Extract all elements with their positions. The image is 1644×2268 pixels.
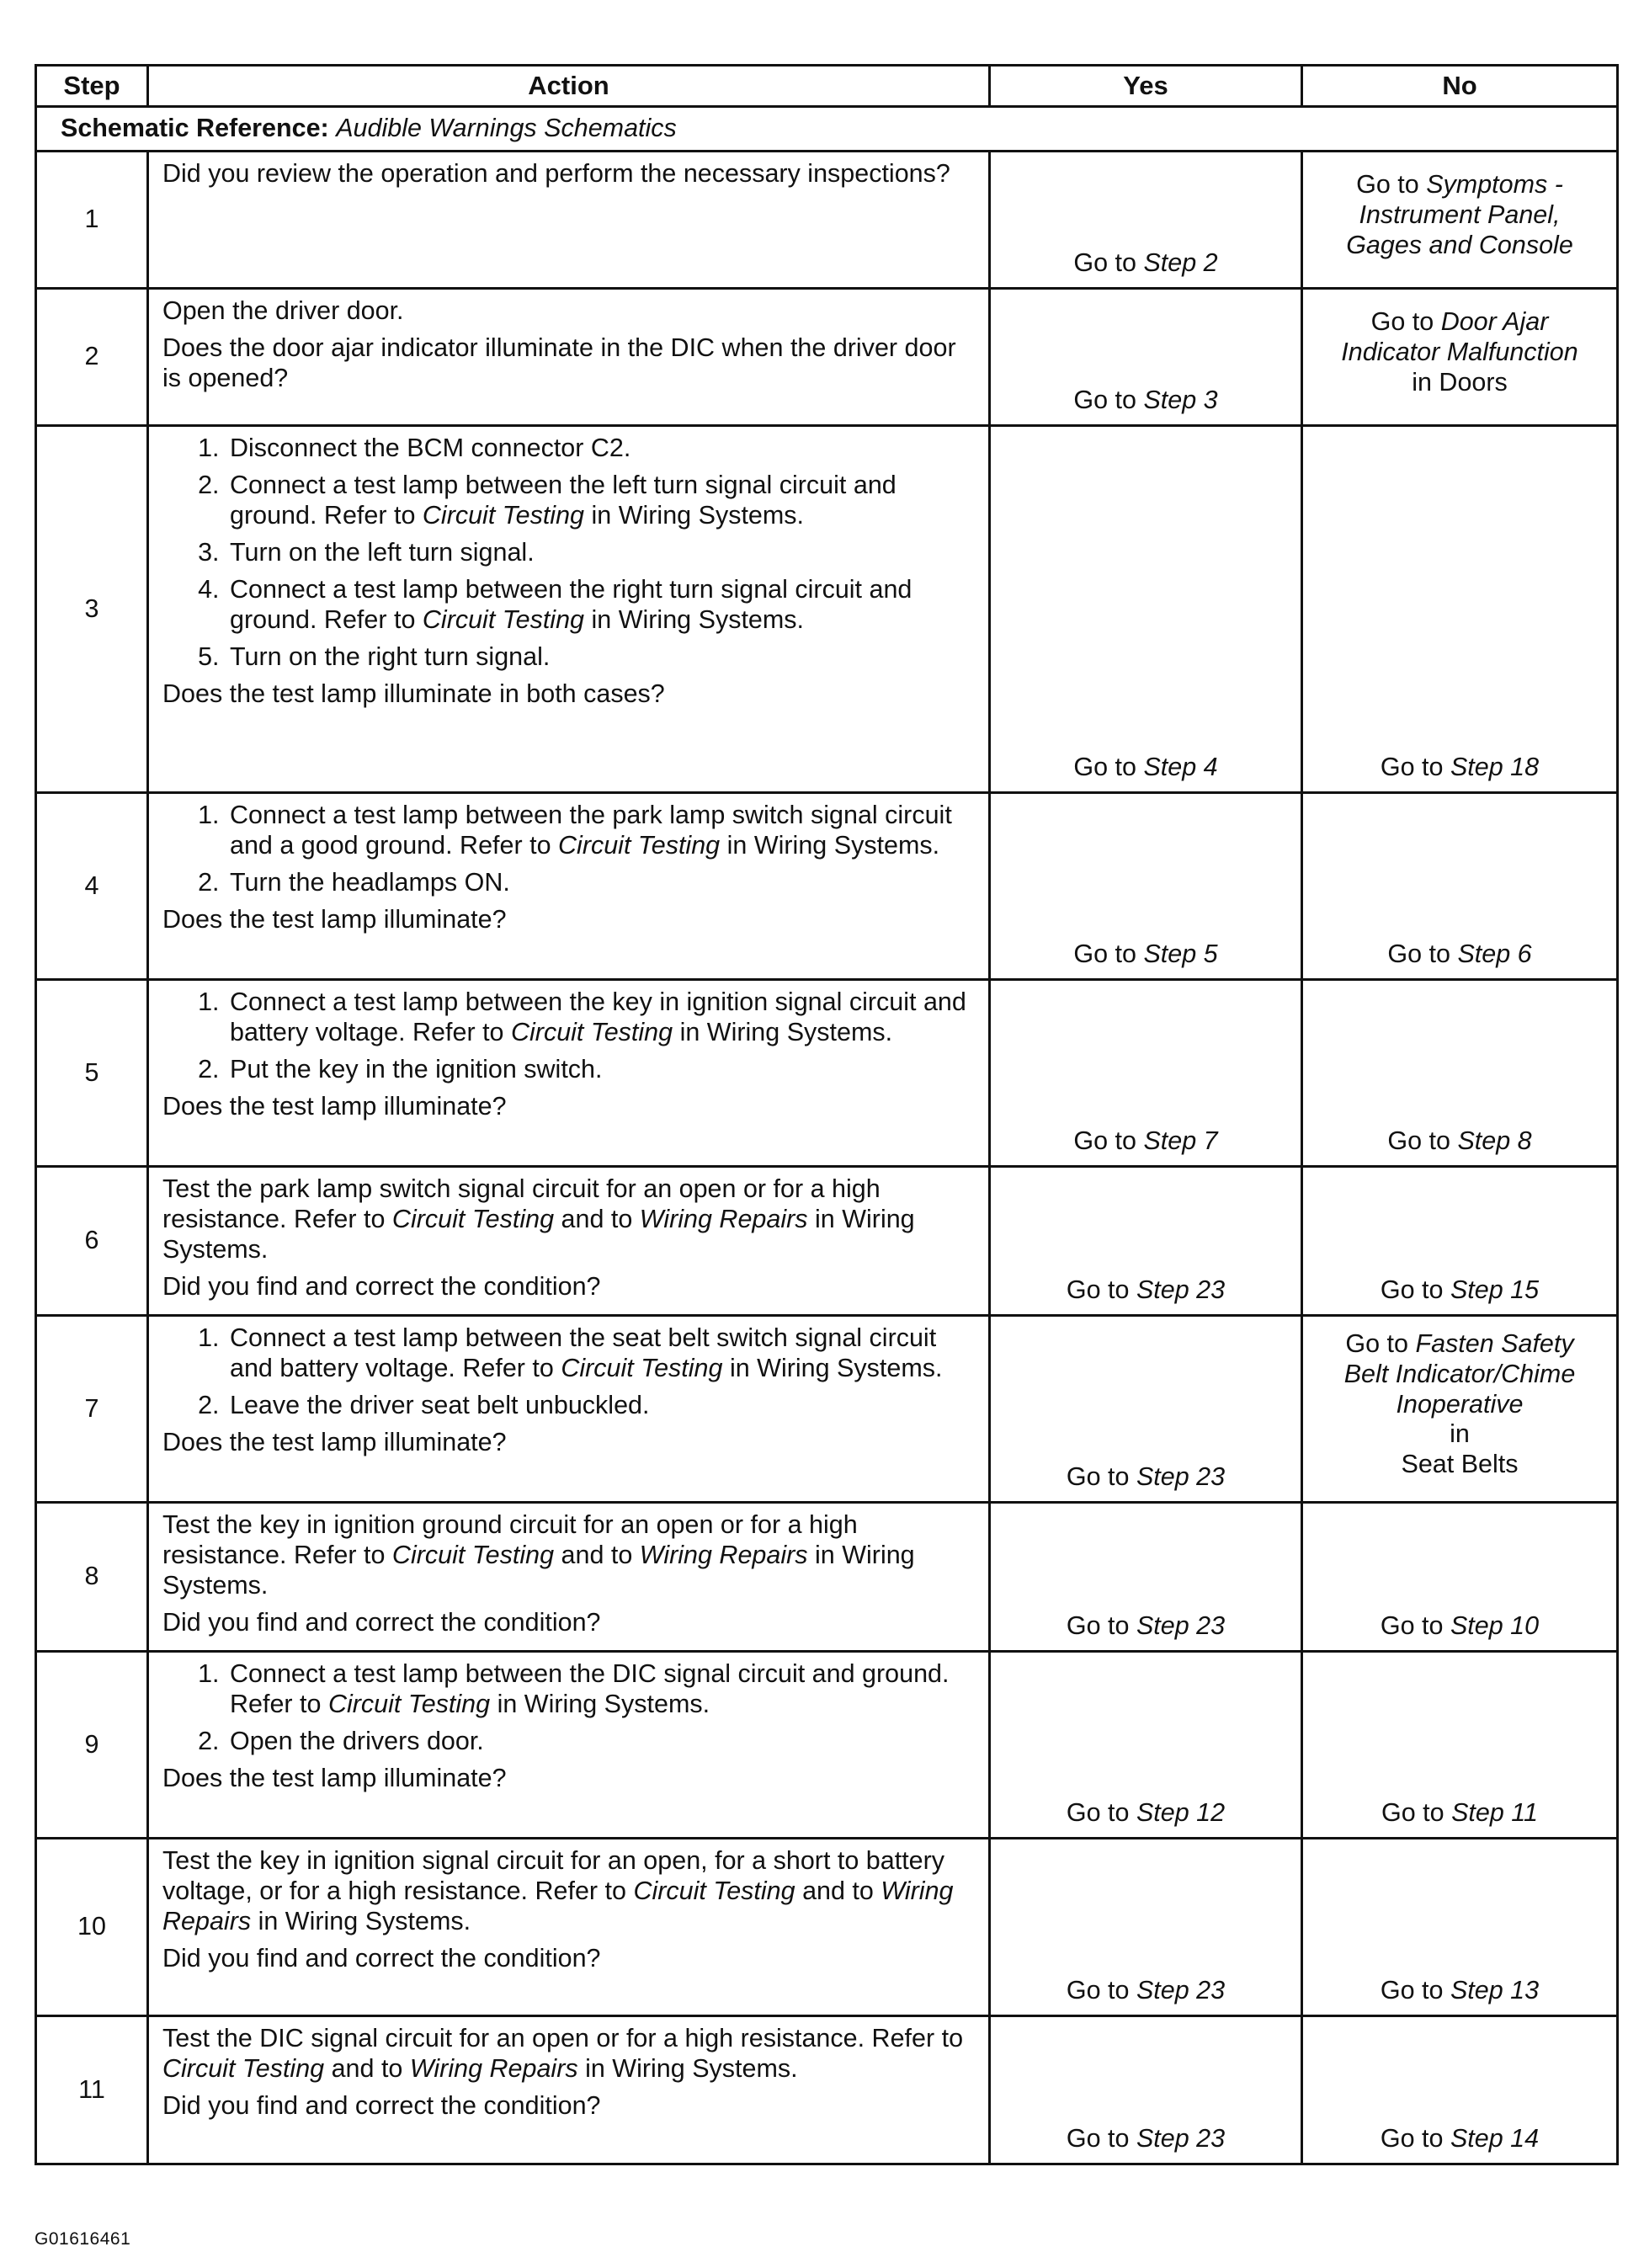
- action-paragraph: [162, 159, 975, 189]
- yes-goto[interactable]: [1067, 1611, 1225, 1640]
- text-segment: in Wiring Systems.: [722, 1353, 943, 1382]
- no-goto[interactable]: [1303, 1798, 1616, 1829]
- no-goto[interactable]: [1303, 1126, 1616, 1157]
- reference-link[interactable]: Step 23: [1136, 1976, 1226, 2005]
- substep-item: [226, 642, 975, 673]
- no-goto[interactable]: [1303, 338, 1616, 368]
- table-row: [36, 426, 1618, 793]
- substep-item: [226, 801, 975, 861]
- reference-link[interactable]: Circuit Testing: [162, 2053, 325, 2083]
- reference-link[interactable]: Inoperative: [1396, 1389, 1524, 1419]
- header-yes: Yes: [990, 66, 1302, 107]
- reference-link[interactable]: Circuit Testing: [391, 1204, 555, 1233]
- reference-link[interactable]: Step 3: [1143, 386, 1218, 415]
- text-segment: and to: [554, 1204, 640, 1233]
- reference-link[interactable]: Step 2: [1143, 248, 1218, 278]
- substep-list: [162, 801, 975, 898]
- yes-goto[interactable]: [1067, 1798, 1225, 1827]
- action-cell: [148, 2016, 990, 2164]
- text-segment: Test the DIC signal circuit for an open or for a high resistance. Refer to: [162, 2024, 964, 2052]
- reference-link[interactable]: Circuit Testing: [558, 830, 721, 860]
- text-segment: Seat Belts: [1401, 1450, 1519, 1479]
- reference-link[interactable]: Circuit Testing: [422, 604, 585, 634]
- reference-link[interactable]: Door Ajar: [1440, 307, 1549, 337]
- text-segment: Connect a test lamp between the park lamp switch signal circuit and a good ground. Refer to: [230, 801, 952, 860]
- action-paragraph: [162, 1510, 975, 1601]
- text-segment: Does the test lamp illuminate?: [162, 904, 507, 934]
- table-row: [36, 1503, 1618, 1652]
- text-segment: Leave the driver seat belt unbuckled.: [230, 1390, 650, 1419]
- yes-cell: [990, 1167, 1302, 1316]
- header-action: Action: [148, 66, 990, 107]
- schematic-reference-link[interactable]: Audible Warnings Schematics: [336, 114, 677, 142]
- action-paragraph: [162, 1846, 975, 1937]
- table-body: [36, 107, 1618, 2164]
- step-number: 11: [36, 2016, 148, 2164]
- header-no: No: [1302, 66, 1618, 107]
- no-goto[interactable]: [1303, 368, 1616, 398]
- text-segment: Go to: [1073, 248, 1144, 278]
- no-cell: [1302, 289, 1618, 426]
- substep-list: [162, 434, 975, 673]
- reference-link[interactable]: Symptoms -: [1426, 170, 1563, 200]
- no-cell: [1302, 980, 1618, 1167]
- yes-cell: [990, 980, 1302, 1167]
- reference-link[interactable]: Gages and Console: [1346, 230, 1573, 259]
- text-segment: Does the test lamp illuminate?: [162, 1091, 507, 1121]
- no-goto[interactable]: [1303, 940, 1616, 970]
- no-goto[interactable]: [1303, 1976, 1616, 2006]
- text-segment: Turn on the right turn signal.: [230, 642, 551, 671]
- step-number: 3: [36, 426, 148, 793]
- action-cell: [148, 152, 990, 289]
- text-segment: Go to: [1381, 1798, 1452, 1828]
- header-row: [36, 66, 1618, 107]
- schematic-reference-label: Schematic Reference:: [61, 114, 329, 142]
- text-segment: Does the door ajar indicator illuminate in the DIC when the driver door is opened?: [162, 333, 956, 392]
- reference-link[interactable]: Step 13: [1450, 1976, 1540, 2005]
- yes-cell: [990, 1839, 1302, 2016]
- text-segment: Did you review the operation and perform the necessary inspections?: [162, 159, 950, 188]
- reference-link[interactable]: Indicator Malfunction: [1341, 338, 1578, 366]
- substep-list: [162, 988, 975, 1085]
- text-segment: Did you find and correct the condition?: [162, 2090, 601, 2120]
- text-segment: Did you find and correct the condition?: [162, 1943, 601, 1973]
- text-segment: Go to: [1380, 2124, 1450, 2154]
- yes-goto[interactable]: [1073, 753, 1217, 781]
- substep-item: [226, 988, 975, 1048]
- no-cell: [1302, 1839, 1618, 2016]
- no-cell: [1302, 1503, 1618, 1652]
- no-goto[interactable]: [1303, 1611, 1616, 1642]
- text-segment: Connect a test lamp between the key in ignition signal circuit and battery voltage. Refer to: [230, 988, 966, 1046]
- yes-cell: [990, 152, 1302, 289]
- text-segment: Go to: [1066, 1462, 1136, 1492]
- no-goto[interactable]: [1303, 1419, 1616, 1450]
- table-row: [36, 289, 1618, 426]
- text-segment: Go to: [1370, 307, 1441, 337]
- reference-link[interactable]: Step 4: [1143, 753, 1218, 782]
- reference-link[interactable]: Wiring Repairs: [162, 1876, 954, 1935]
- text-segment: Go to: [1066, 2124, 1136, 2154]
- no-goto[interactable]: [1303, 1329, 1616, 1360]
- text-segment: in Wiring Systems.: [162, 1540, 915, 1600]
- text-segment: Does the test lamp illuminate?: [162, 1763, 507, 1792]
- action-paragraph: [162, 1944, 975, 1974]
- text-segment: in Wiring Systems.: [584, 500, 805, 530]
- no-goto[interactable]: [1303, 200, 1616, 231]
- text-segment: Go to: [1380, 1611, 1450, 1641]
- step-number: 4: [36, 793, 148, 980]
- no-cell: [1302, 1652, 1618, 1839]
- text-segment: Disconnect the BCM connector C2.: [230, 434, 631, 462]
- substep-item: [226, 868, 975, 898]
- text-segment: Go to: [1387, 940, 1458, 969]
- reference-link[interactable]: Circuit Testing: [561, 1353, 723, 1382]
- step-number: 8: [36, 1503, 148, 1652]
- diagnostic-table: [35, 64, 1619, 2165]
- action-paragraph: [162, 1174, 975, 1265]
- substep-item: [226, 1323, 975, 1384]
- figure-id: G01616461: [35, 2229, 131, 2249]
- yes-cell: [990, 1503, 1302, 1652]
- text-segment: Open the drivers door.: [230, 1726, 484, 1755]
- text-segment: Go to: [1356, 170, 1427, 200]
- step-number: 10: [36, 1839, 148, 2016]
- text-segment: Does the test lamp illuminate in both cases?: [162, 679, 665, 708]
- reference-link[interactable]: Circuit Testing: [633, 1876, 795, 1905]
- text-segment: in Wiring Systems.: [162, 1204, 915, 1264]
- text-segment: and to: [554, 1540, 640, 1569]
- no-goto[interactable]: [1303, 1450, 1616, 1480]
- action-cell: [148, 289, 990, 426]
- substep-item: [226, 471, 975, 531]
- text-segment: Connect a test lamp between the DIC signal circuit and ground. Refer to: [230, 1659, 950, 1718]
- yes-goto[interactable]: [1067, 2124, 1225, 2153]
- yes-cell: [990, 2016, 1302, 2164]
- text-segment: Did you find and correct the condition?: [162, 1271, 601, 1301]
- text-segment: Connect a test lamp between the right turn signal circuit and ground. Refer to: [230, 574, 912, 634]
- action-paragraph: [162, 1092, 975, 1122]
- text-segment: Put the key in the ignition switch.: [230, 1054, 603, 1083]
- text-segment: Go to: [1073, 386, 1144, 415]
- no-cell: [1302, 793, 1618, 980]
- action-paragraph: [162, 2091, 975, 2122]
- text-segment: Turn the headlamps ON.: [230, 867, 510, 897]
- action-cell: [148, 1652, 990, 1839]
- reference-link[interactable]: Step 23: [1136, 2124, 1226, 2154]
- step-number: 6: [36, 1167, 148, 1316]
- no-cell: [1302, 1316, 1618, 1503]
- reference-link[interactable]: Step 8: [1457, 1126, 1532, 1156]
- yes-goto[interactable]: [1073, 1126, 1217, 1155]
- yes-cell: [990, 289, 1302, 426]
- action-cell: [148, 1316, 990, 1503]
- header-step: Step: [36, 66, 148, 107]
- action-cell: [148, 1839, 990, 2016]
- no-goto[interactable]: [1303, 1275, 1616, 1306]
- reference-link[interactable]: Belt Indicator/Chime: [1343, 1359, 1576, 1388]
- no-goto[interactable]: [1303, 2124, 1616, 2154]
- text-segment: Go to: [1387, 1126, 1458, 1156]
- yes-cell: [990, 793, 1302, 980]
- text-segment: Connect a test lamp between the seat belt switch signal circuit and battery voltage. Refer to: [230, 1323, 937, 1382]
- yes-cell: [990, 426, 1302, 793]
- no-cell: [1302, 152, 1618, 289]
- no-cell: [1302, 1167, 1618, 1316]
- text-segment: Connect a test lamp between the left turn signal circuit and ground. Refer to: [230, 470, 896, 530]
- substep-list: [162, 1323, 975, 1421]
- action-cell: [148, 426, 990, 793]
- reference-link[interactable]: Instrument Panel,: [1359, 200, 1561, 229]
- no-goto[interactable]: [1303, 1360, 1616, 1390]
- text-segment: in: [1450, 1419, 1470, 1449]
- reference-link[interactable]: Circuit Testing: [422, 500, 585, 530]
- table-row: [36, 793, 1618, 980]
- reference-link[interactable]: Step 6: [1457, 940, 1532, 969]
- reference-link[interactable]: Fasten Safety: [1415, 1328, 1574, 1358]
- step-number: 2: [36, 289, 148, 426]
- text-segment: and to: [795, 1876, 881, 1905]
- no-goto[interactable]: [1303, 231, 1616, 261]
- text-segment: Go to: [1066, 1611, 1136, 1641]
- text-segment: Go to: [1066, 1798, 1136, 1828]
- text-segment: Did you find and correct the condition?: [162, 1607, 601, 1637]
- text-segment: Open the driver door.: [162, 296, 404, 325]
- action-cell: [148, 793, 990, 980]
- action-cell: [148, 1167, 990, 1316]
- table-row: [36, 1316, 1618, 1503]
- action-paragraph: [162, 679, 975, 710]
- substep-item: [226, 434, 975, 464]
- no-cell: [1302, 2016, 1618, 2164]
- text-segment: Go to: [1345, 1328, 1416, 1358]
- no-goto[interactable]: [1303, 1390, 1616, 1420]
- text-segment: in Wiring Systems.: [720, 830, 940, 860]
- yes-goto[interactable]: [1073, 386, 1217, 414]
- substep-item: [226, 1727, 975, 1757]
- reference-link[interactable]: Circuit Testing: [391, 1540, 555, 1569]
- reference-link[interactable]: Step 18: [1450, 753, 1540, 782]
- yes-goto[interactable]: [1073, 248, 1217, 277]
- action-paragraph: [162, 333, 975, 394]
- reference-link[interactable]: Circuit Testing: [327, 1689, 491, 1718]
- text-segment: Test the key in ignition ground circuit for an open or for a high resistance. Refer to: [162, 1510, 858, 1569]
- schematic-reference-row: [36, 107, 1618, 152]
- reference-link[interactable]: Step 10: [1450, 1611, 1540, 1641]
- text-segment: Turn on the left turn signal.: [230, 537, 535, 567]
- reference-link[interactable]: Step 15: [1450, 1275, 1540, 1305]
- text-segment: and to: [324, 2053, 410, 2083]
- reference-link[interactable]: Wiring Repairs: [639, 1540, 808, 1569]
- table-row: [36, 152, 1618, 289]
- text-segment: Test the park lamp switch signal circuit for an open or for a high resistance. Refer to: [162, 1174, 881, 1233]
- action-paragraph: [162, 1272, 975, 1302]
- reference-link[interactable]: Step 12: [1136, 1798, 1226, 1828]
- table-row: [36, 1652, 1618, 1839]
- no-goto[interactable]: [1303, 170, 1616, 200]
- substep-item: [226, 575, 975, 636]
- text-segment: Go to: [1380, 1976, 1450, 2005]
- step-number: 5: [36, 980, 148, 1167]
- reference-link[interactable]: Step 23: [1136, 1611, 1226, 1641]
- substep-list: [162, 1659, 975, 1757]
- text-segment: Go to: [1066, 1976, 1136, 2005]
- text-segment: Go to: [1066, 1275, 1136, 1305]
- step-number: 9: [36, 1652, 148, 1839]
- yes-goto[interactable]: [1067, 1976, 1225, 2004]
- yes-goto[interactable]: [1073, 940, 1217, 968]
- text-segment: Test the key in ignition signal circuit for an open, for a short to battery voltage, or for a high resistance. Refer to: [162, 1846, 945, 1905]
- table-row: [36, 980, 1618, 1167]
- action-paragraph: [162, 2024, 975, 2084]
- substep-item: [226, 1659, 975, 1720]
- text-segment: in Doors: [1412, 367, 1508, 397]
- action-cell: [148, 1503, 990, 1652]
- reference-link[interactable]: Step 23: [1136, 1462, 1226, 1492]
- yes-goto[interactable]: [1067, 1275, 1225, 1304]
- text-segment: Go to: [1073, 940, 1144, 969]
- no-goto[interactable]: [1303, 753, 1616, 783]
- reference-link[interactable]: Wiring Repairs: [409, 2053, 578, 2083]
- text-segment: Go to: [1073, 753, 1144, 782]
- substep-item: [226, 538, 975, 568]
- step-number: 1: [36, 152, 148, 289]
- reference-link[interactable]: Circuit Testing: [510, 1017, 673, 1046]
- text-segment: Go to: [1380, 753, 1450, 782]
- substep-item: [226, 1391, 975, 1421]
- text-segment: in Wiring Systems.: [584, 604, 805, 634]
- reference-link[interactable]: Step 11: [1451, 1798, 1538, 1828]
- reference-link[interactable]: Wiring Repairs: [639, 1204, 808, 1233]
- text-segment: in Wiring Systems.: [490, 1689, 710, 1718]
- text-segment: in Wiring Systems.: [251, 1906, 471, 1935]
- table-row: [36, 1167, 1618, 1316]
- action-paragraph: [162, 1608, 975, 1638]
- reference-link[interactable]: Step 23: [1136, 1275, 1226, 1305]
- text-segment: Go to: [1073, 1126, 1144, 1156]
- action-paragraph: [162, 1764, 975, 1794]
- action-paragraph: [162, 1428, 975, 1458]
- text-segment: Go to: [1380, 1275, 1450, 1305]
- table-row: [36, 1839, 1618, 2016]
- text-segment: in Wiring Systems.: [577, 2053, 798, 2083]
- no-goto[interactable]: [1303, 307, 1616, 338]
- yes-cell: [990, 1316, 1302, 1503]
- table-row: [36, 2016, 1618, 2164]
- no-cell: [1302, 426, 1618, 793]
- reference-link[interactable]: Step 14: [1450, 2124, 1540, 2154]
- action-paragraph: [162, 905, 975, 935]
- action-paragraph: [162, 296, 975, 327]
- yes-cell: [990, 1652, 1302, 1839]
- text-segment: in Wiring Systems.: [673, 1017, 893, 1046]
- text-segment: Does the test lamp illuminate?: [162, 1427, 507, 1456]
- step-number: 7: [36, 1316, 148, 1503]
- yes-goto[interactable]: [1067, 1462, 1225, 1491]
- substep-item: [226, 1055, 975, 1085]
- reference-link[interactable]: Step 7: [1143, 1126, 1218, 1156]
- schematic-reference-cell: [36, 107, 1618, 152]
- action-cell: [148, 980, 990, 1167]
- reference-link[interactable]: Step 5: [1143, 940, 1218, 969]
